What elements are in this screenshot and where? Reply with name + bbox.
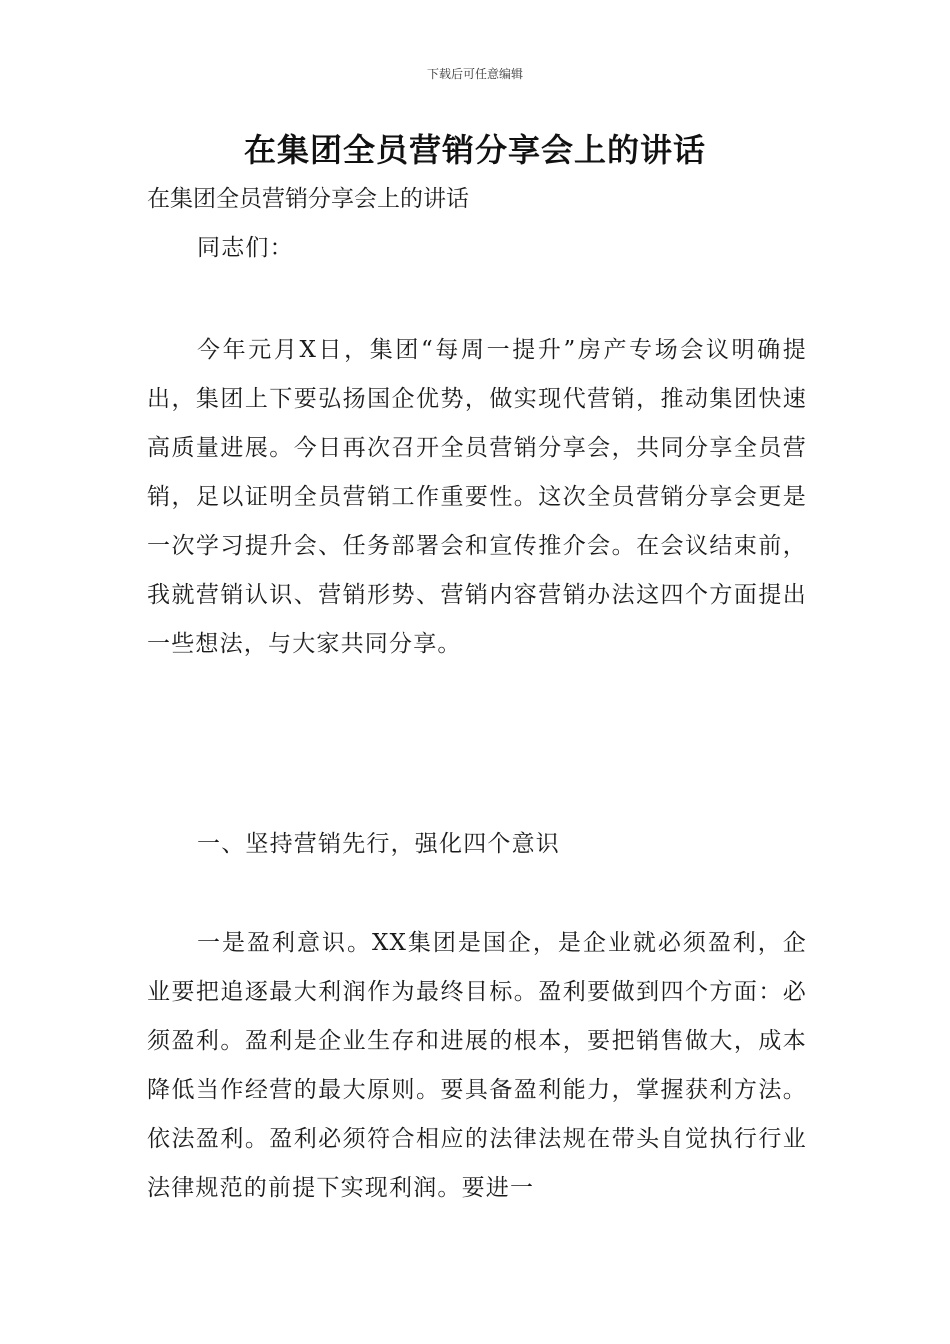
paragraph-profit-awareness: 一是盈利意识。XX集团是国企，是企业就必须盈利，企业要把追逐最大利润作为最终目标。盈利要做到四个方面：必须盈利。盈利是企业生存和进展的根本，要把销售做大，成本降低当作经营的最大原则。要具备盈利能力，掌握获利方法。依法盈利。盈利必须符合相应的法律法规在带头自觉执行行业法律规范的前提下实现利润。要进一 bbox=[147, 930, 807, 1201]
greeting: 同志们： bbox=[197, 235, 294, 261]
document-title: 在集团全员营销分享会上的讲话 bbox=[243, 131, 706, 169]
document-subtitle: 在集团全员营销分享会上的讲话 bbox=[147, 186, 469, 212]
paragraph-intro: 今年元月X日，集团“每周一提升”房产专场会议明确提出，集团上下要弘扬国企优势，做实现代营销，推动集团快速高质量进展。今日再次召开全员营销分享会，共同分享全员营销，足以证明全员营销工作重要性。这次全员营销分享会更是一次学习提升会、任务部署会和宣传推介会。在会议结束前，我就营销认识、营销形势、营销内容营销办法这四个方面提出一些想法，与大家共同分享。 bbox=[147, 337, 807, 657]
section-heading: 一、坚持营销先行，强化四个意识 bbox=[197, 831, 560, 857]
header-note: 下载后可任意编辑 bbox=[426, 67, 523, 81]
